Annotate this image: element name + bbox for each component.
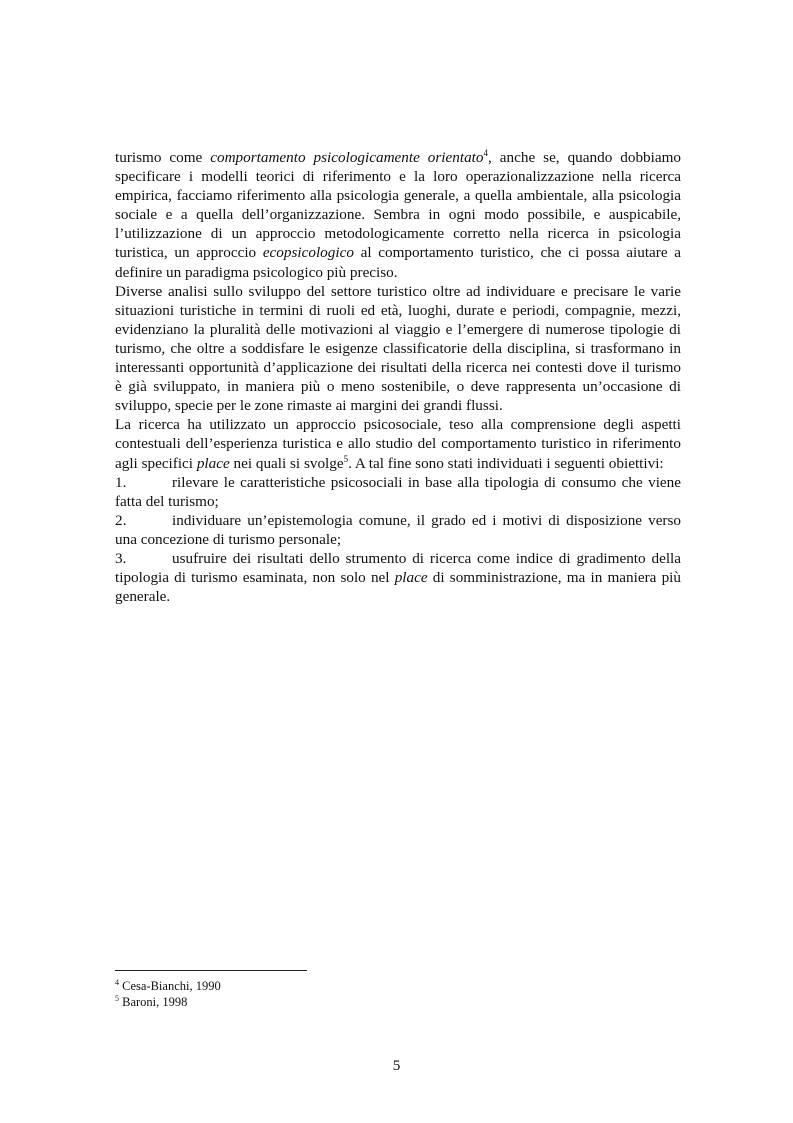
italic-term: place bbox=[196, 454, 230, 472]
paragraph-tourism-behavior bbox=[115, 148, 681, 282]
list-item bbox=[115, 473, 681, 511]
footnote-5 bbox=[115, 994, 515, 1010]
text-run: . A tal fine sono stati individuati i seguenti obiettivi: bbox=[348, 454, 664, 472]
list-text: individuare un’epistemologia comune, il grado ed i motivi di disposizione verso una concezione di turismo personale; bbox=[115, 511, 681, 548]
footnote-mark: 5 bbox=[115, 993, 119, 1003]
text-run: , anche se, quando dobbiamo specificare i modelli teorici di riferimento e la loro operazionalizzazione nella ricerca empirica, facciamo riferimento alla psicologia generale, a quella ambientale, alla psicologia sociale e a quella dell’organizzazione. Sembra in ogni modo possibile, e auspicabile, l’utilizzazione di un approccio metodologicamente corretto nella ricerca in psicologia turistica, un approccio bbox=[115, 149, 681, 262]
list-number: 2. bbox=[115, 511, 127, 529]
paragraph-sector-analysis: Diverse analisi sullo sviluppo del settore turistico oltre ad individuare e precisare le varie situazioni turistiche in termini di ruoli ed età, luoghi, durate e periodi, compagnie, mezzi, evidenziano la pluralità delle motivazioni al viaggio e l’emergere di numerose tipologie di turismo, che oltre a soddisfare le esigenze classificatorie della disciplina, si trasformano in interessanti opportunità d’applicazione dei risultati della ricerca nei contesti dove il turismo è già sviluppato, in maniera più o meno sostenibile, o deve rappresenta un’occasione di sviluppo, specie per le zone rimaste ai margini dei grandi flussi. bbox=[115, 282, 681, 415]
italic-term: comportamento psicologicamente orientato bbox=[210, 149, 484, 166]
list-text: di somministrazione, ma in maniera più generale. bbox=[115, 569, 681, 606]
list-number: 3. bbox=[115, 549, 127, 567]
text-run: La ricerca ha utilizzato un approccio psicosociale, teso alla comprensione degli aspetti contestuali dell’esperienza turistica e allo studio del comportamento turistico in riferimento agli specifici bbox=[115, 416, 681, 472]
paragraph-research-approach bbox=[115, 415, 681, 472]
text-run: al comportamento turistico, che ci possa aiutare a definire un paradigma psicologico più preciso. bbox=[115, 244, 682, 281]
body-text bbox=[115, 148, 681, 606]
footnote-ref-5[interactable]: 5 bbox=[343, 453, 349, 464]
footnote-text: Cesa-Bianchi, 1990 bbox=[119, 979, 221, 993]
italic-term: ecopsicologico bbox=[262, 244, 354, 262]
footnotes bbox=[115, 978, 515, 1010]
footnote-text: Baroni, 1998 bbox=[119, 995, 188, 1009]
list-item bbox=[115, 549, 681, 606]
list-text: rilevare le caratteristiche psicosociali in base alla tipologia di consumo che viene fatta del turismo; bbox=[115, 473, 681, 510]
list-number: 1. bbox=[115, 473, 127, 491]
list-item bbox=[115, 511, 681, 549]
text-run: turismo come bbox=[115, 149, 211, 166]
list-text: usufruire dei risultati dello strumento di ricerca come indice di gradimento della tipologia di turismo esaminata, non solo nel bbox=[115, 549, 681, 587]
text-run: nei quali si svolge bbox=[229, 454, 344, 472]
footnote-4 bbox=[115, 978, 515, 994]
page-number: 5 bbox=[392, 1057, 401, 1074]
footnote-separator bbox=[115, 970, 307, 971]
footnote-ref-4[interactable]: 4 bbox=[483, 147, 488, 158]
italic-term: place bbox=[394, 569, 428, 587]
footnote-mark: 4 bbox=[115, 977, 119, 987]
